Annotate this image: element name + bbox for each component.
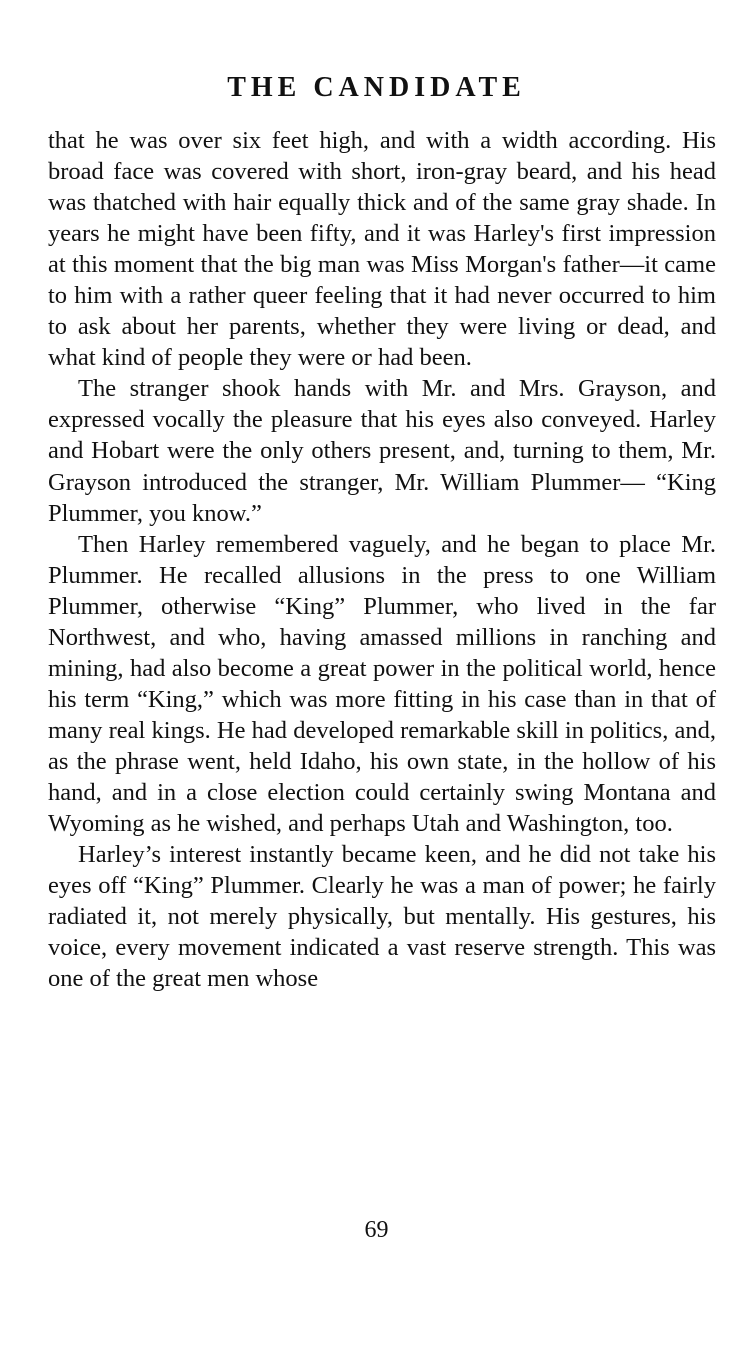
running-head-title: THE CANDIDATE (227, 72, 526, 103)
page-number: 69 (364, 1217, 389, 1243)
paragraph-king-plummer: Then Harley remembered vaguely, and he began to place Mr. Plummer. He recalled allusions in the press to one William Plummer, otherwise “King” Plummer, who lived in the far Northwest, and who, having amassed millions in ranching and mining, had also become a great power in the political world, hence his term “King,” which was more fitting in his case than in that of many real kings. He had developed remarkable skill in politics, and, as the phrase went, held Idaho, his own state, in the hollow of his hand, and in a close election could certainly swing Montana and Wyoming as he wished, and perhaps Utah and Washington, too. (48, 530, 716, 838)
paragraph-continuation: that he was over six feet high, and with a width according. His broad face was covered with short, iron-gray beard, and his head was thatched with hair equally thick and of the same gray shade. In years he might have been fifty, and it was Harley's first impression at this moment that the big man was Miss Morgan's father—it came to him with a rather queer feeling that it had never occurred to him to ask about her parents, whether they were living or dead, and what kind of people they were or had been. (48, 127, 716, 372)
paragraph-harley-interest: Harley’s interest instantly became keen, and he did not take his eyes off “King” Plummer. Clearly he was a man of power; he fairly radiated it, not merely physically, but mentally. His gestures, his voice, every movement indicated a vast reserve strength. This was one of the great men whose (48, 841, 716, 993)
body-text (48, 125, 716, 994)
paragraph-introduction: The stranger shook hands with Mr. and Mrs. Grayson, and expressed vocally the pleasure that his eyes also conveyed. Harley and Hobart were the only others present, and, turning to them, Mr. Grayson introduced the stranger, Mr. William Plummer— “King Plummer, you know.” (48, 375, 716, 527)
